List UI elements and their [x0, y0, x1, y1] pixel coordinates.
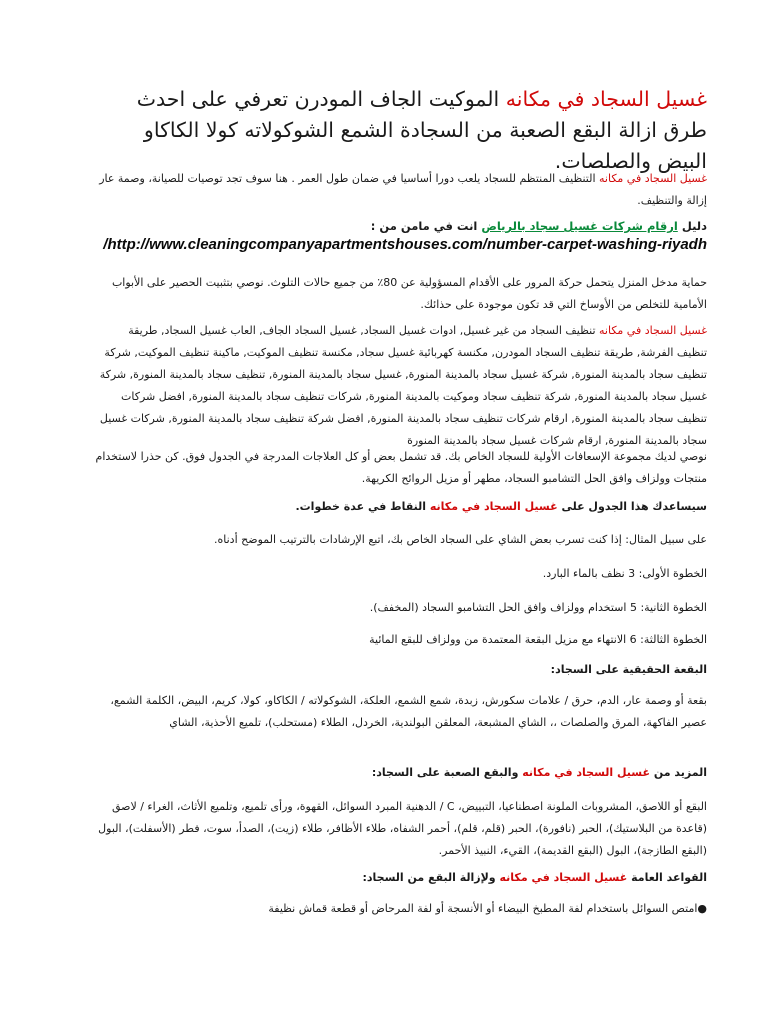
table-help-suffix: النقاط في عدة خطوات. [295, 500, 430, 513]
table-help-highlight: غسيل السجاد في مكانه [429, 500, 558, 513]
protection-paragraph: حماية مدخل المنزل يتحمل حركة المرور على الأقدام المسؤولية عن 80٪ من جميع حالات التلوث. نوصي بتثبيت الحصير على الأبواب الأمامية للتخلص من الأوساخ التي قد تكون موجودة على حذائك. [111, 276, 707, 311]
rules-highlight: غسيل السجاد في مكانه [499, 871, 628, 884]
table-help-heading [95, 496, 707, 518]
guide-line [95, 215, 707, 237]
guide-suffix: انت في مامن من : [370, 219, 482, 233]
guide-url[interactable]: /http://www.cleaningcompanyapartmentshouses.com/number-carpet-washing-riyadh [103, 236, 707, 253]
rules-heading [95, 867, 707, 889]
title-rest: الموكيت الجاف المودرن تعرفي على احدث طرق ازالة البقع الصعبة من السجادة الشمع الشوكولاته كولا الكاكاو البيض والصلصات. [136, 87, 707, 173]
intro-highlight: غسيل السجاد في مكانه [599, 172, 707, 185]
more-prefix: المزيد من [650, 766, 707, 779]
more-heading [95, 762, 707, 784]
intro-rest: التنظيف المنتظم للسجاد يلعب دورا أساسيا في ضمان طول العمر . هنا سوف تجد توصيات للصيانة، وصمة عار إزالة والتنظيف. [99, 172, 707, 207]
services-highlight: غسيل السجاد في مكانه [599, 324, 707, 337]
guide-link[interactable]: ارقام شركات غسيل سجاد بالرياض [481, 219, 678, 233]
example-paragraph: على سبيل المثال: إذا كنت تسرب بعض الشاي على السجاد الخاص بك، اتبع الإرشادات بالترتيب الموضح أدناه. [214, 533, 707, 546]
step-1: الخطوة الأولى: 3 نظف بالماء البارد. [542, 567, 707, 580]
real-stain-heading: البقعة الحقيقية على السجاد: [550, 663, 707, 676]
guide-prefix: دليل [677, 219, 707, 233]
more-suffix: والبقع الصعبة على السجاد: [371, 766, 523, 779]
more-highlight: غسيل السجاد في مكانه [522, 766, 651, 779]
services-rest: تنظيف السجاد من غير غسيل, ادوات غسيل السجاد, غسيل السجاد الجاف, العاب غسيل السجاد, طريقة تنظيف الفرشة, طريقة تنظيف السجاد المودرن, مكنسة كهربائية غسيل سجاد, مكنسة تنظيف الموكيت, ماكينة تنظيف الموكيت, شركة تنظيف سجاد بالمدينة المنورة, شركة غسيل سجاد بالمدينة المنورة, غسيل سجاد بالمدينة المنورة, تنظيف سجاد بالمدينة المنورة, شركة غسيل سجاد بالمدينة المنورة, شركة تنظيف سجاد وموكيت بالمدينة المنورة, شركات تنظيف سجاد بالمدينة المنورة, افضل شركات تنظيف سجاد بالمدينة المنورة, ارقام شركات تنظيف سجاد بالمدينة المنورة, افضل شركة تنظيف سجاد بالمدينة المنورة, شركات غسيل سجاد بالمدينة المنورة, ارقام شركات غسيل سجاد بالمدينة المنورة [99, 324, 707, 447]
title-highlight: غسيل السجاد في مكانه [505, 87, 707, 111]
table-help-prefix: سيساعدك هذا الجدول على [557, 500, 707, 513]
more-paragraph: البقع أو اللاصق، المشروبات الملونة اصطناعيا، التبييض، C / الدهنية المبرد السوائل، القهوة، ورأى تلميع، وتلميع الأثاث، الغراء / لاصق (قاعدة من البلاستيك)، الحبر (نافورة)، الحبر (قلم، قلم)، أحمر الشفاه، طلاء الأظافر، طلاء (زيت)، الصدأ، سوت، فطر (الأسفلت)، البول (البقع الطازجة)، البول (البقع القديمة)، القيء، النبيذ الأحمر. [98, 800, 707, 857]
real-stain-paragraph: بقعة أو وصمة عار، الدم، حرق / علامات سكورش، زبدة، شمع الشمع، العلكة، الشوكولاته / الكاكاو، كولا، كريم، البيض، الكلمة الشمع، عصير الفاكهة، المرق والصلصات ،، الشاي المشبعة، المعلقن البولندية، الخردل، الطلاء (مستحلب)، تلميع الأحذية، الشاي [110, 694, 707, 729]
recommend-paragraph: نوصي لديك مجموعة الإسعافات الأولية للسجاد الخاص بك. قد تشمل بعض أو كل العلاجات المدرجة في الجدول فوق. كن حذرا لاستخدام منتجات وولزاف وافق الحل التشامبو السجاد، مطهر أو مزيل الروائح الكريهة. [95, 450, 707, 485]
rules-first-item: ●امتص السوائل باستخدام لفة المطبخ البيضاء أو الأنسجة أو لفة المرحاض أو قطعة قماش نظيفة [268, 902, 707, 915]
page-title [95, 84, 707, 177]
step-2: الخطوة الثانية: 5 استخدام وولزاف وافق الحل التشامبو السجاد (المخفف). [369, 601, 707, 614]
step-3: الخطوة الثالثة: 6 الانتهاء مع مزيل البقعة المعتمدة من وولزاف للبقع المائية [369, 633, 707, 646]
rules-suffix: ولإزالة البقع من السجاد: [362, 871, 500, 884]
intro-paragraph [95, 168, 707, 212]
services-paragraph [95, 320, 707, 452]
rules-prefix: القواعد العامة [627, 871, 707, 884]
